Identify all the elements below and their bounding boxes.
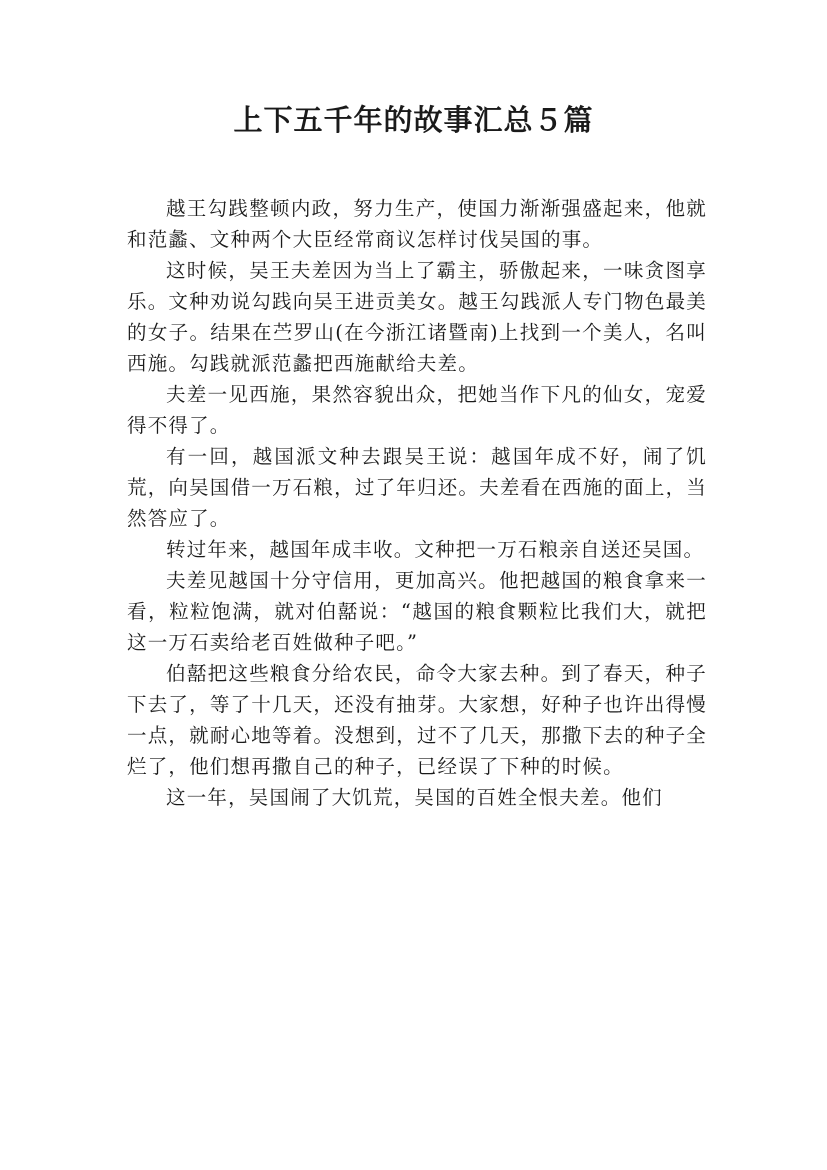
article-body xyxy=(127,193,707,813)
paragraph-6: 夫差见越国十分守信用，更加高兴。他把越国的粮食拿来一看，粒粒饱满，就对伯嚭说：“越国的粮食颗粒比我们大，就把这一万石卖给老百姓做种子吧。” xyxy=(127,569,707,654)
paragraph-7: 伯嚭把这些粮食分给农民，命令大家去种。到了春天，种子下去了，等了十几天，还没有抽芽。大家想，好种子也许出得慢一点，就耐心地等着。没想到，过不了几天，那撒下去的种子全烂了，他们想再撒自己的种子，已经误了下种的时候。 xyxy=(127,662,707,778)
paragraph-1: 越王勾践整顿内政，努力生产，使国力渐渐强盛起来，他就和范蠡、文种两个大臣经常商议怎样讨伐吴国的事。 xyxy=(127,197,707,251)
paragraph-2: 这时候，吴王夫差因为当上了霸主，骄傲起来，一味贪图享乐。文种劝说勾践向吴王进贡美女。越王勾践派人专门物色最美的女子。结果在苎罗山(在今浙江诸暨南)上找到一个美人，名叫西施。勾践就派范蠡把西施献给夫差。 xyxy=(127,259,707,375)
paragraph-5: 转过年来，越国年成丰收。文种把一万石粮亲自送还吴国。 xyxy=(166,538,705,561)
paragraph-4: 有一回，越国派文种去跟吴王说：越国年成不好，闹了饥荒，向吴国借一万石粮，过了年归还。夫差看在西施的面上，当然答应了。 xyxy=(127,445,707,530)
paragraph-8: 这一年，吴国闹了大饥荒，吴国的百姓全恨夫差。他们 xyxy=(166,786,663,809)
page-title: 上下五千年的故事汇总５篇 xyxy=(233,103,594,137)
paragraph-3: 夫差一见西施，果然容貌出众，把她当作下凡的仙女，宠爱得不得了。 xyxy=(127,383,707,437)
